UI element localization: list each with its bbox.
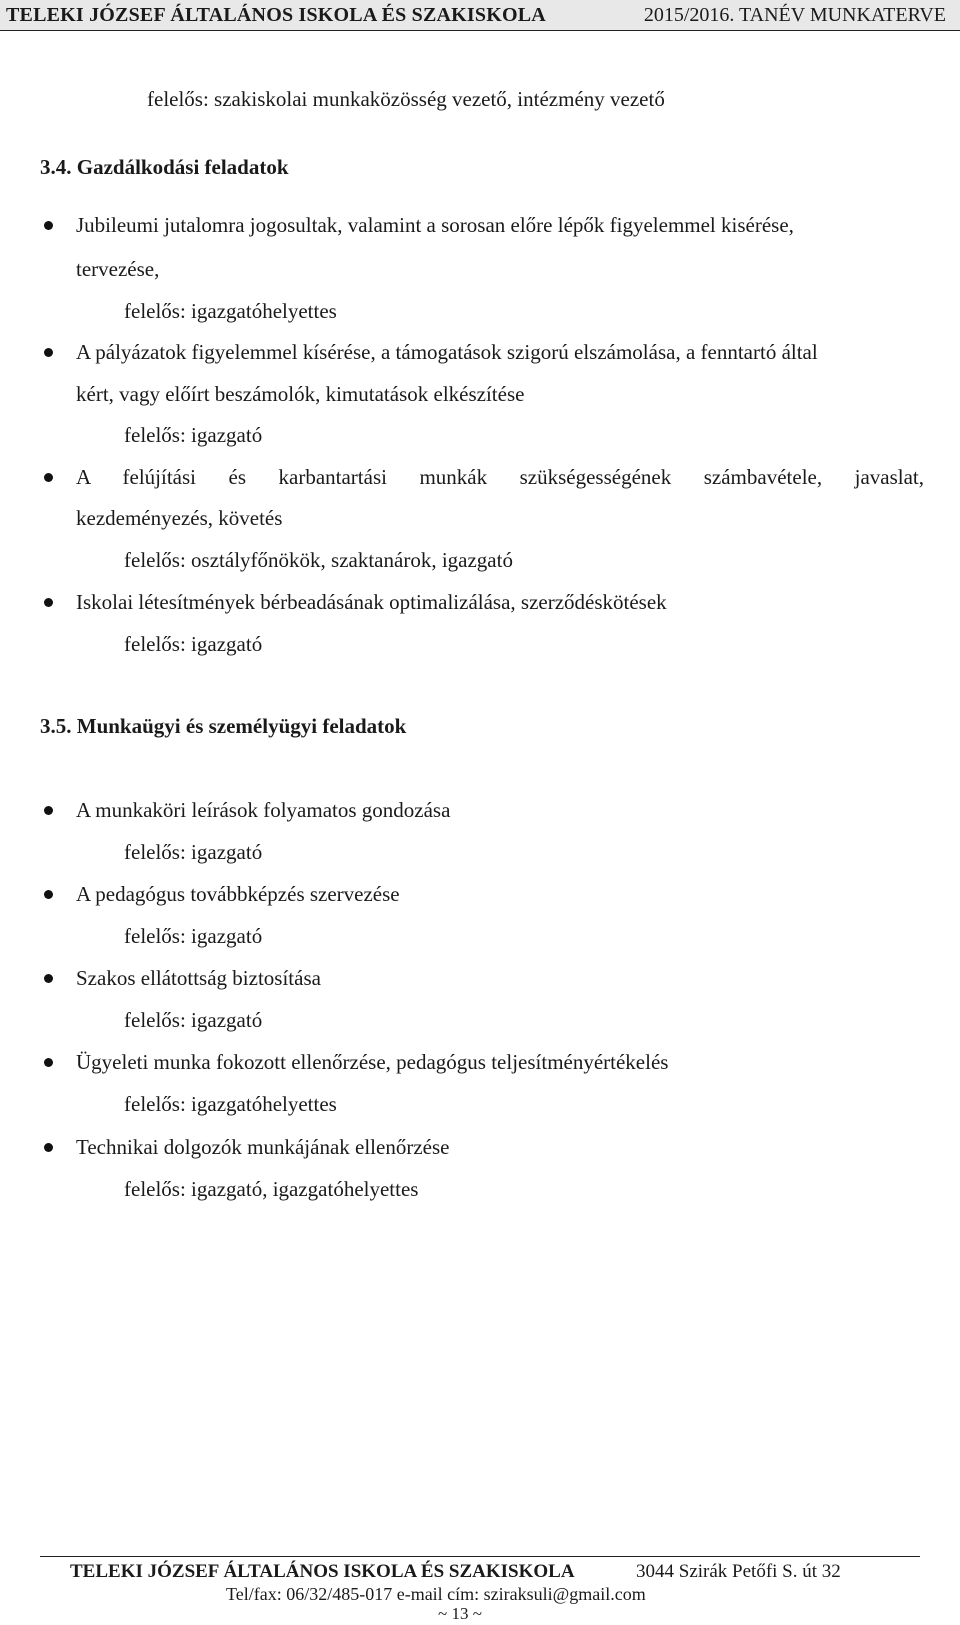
page-number: ~ 13 ~ <box>438 1604 482 1623</box>
header-year-plan: 2015/2016. TANÉV MUNKATERVE <box>643 4 946 26</box>
list-item-line: Technikai dolgozók munkájának ellenőrzése <box>76 1135 450 1159</box>
list-item-line: A pedagógus továbbképzés szervezése <box>76 882 400 906</box>
section-title-3-5: 3.5. Munkaügyi és személyügyi feladatok <box>40 714 407 738</box>
bullet-icon <box>44 221 53 230</box>
responsible-line: felelős: osztályfőnökök, szaktanárok, igazgató <box>124 548 513 572</box>
footer-contact: Tel/fax: 06/32/485-017 e-mail cím: sziraksuli@gmail.com <box>226 1584 646 1604</box>
list-item-line: kért, vagy előírt beszámolók, kimutatások elkészítése <box>76 382 525 406</box>
responsible-line: felelős: igazgató, igazgatóhelyettes <box>124 1177 419 1201</box>
list-item-line: Ügyeleti munka fokozott ellenőrzése, pedagógus teljesítményértékelés <box>76 1050 669 1074</box>
bullet-icon <box>44 1058 53 1067</box>
header-school-name: TELEKI JÓZSEF ÁLTALÁNOS ISKOLA ÉS SZAKISKOLA <box>6 4 546 26</box>
responsible-line: felelős: igazgató <box>124 924 263 948</box>
list-item-line: Jubileumi jutalomra jogosultak, valamint a sorosan előre lépők figyelemmel kisérése, <box>76 213 794 237</box>
footer-school-name: TELEKI JÓZSEF ÁLTALÁNOS ISKOLA ÉS SZAKISKOLA <box>70 1561 575 1582</box>
responsible-line: felelős: igazgató <box>124 840 263 864</box>
list-item-line: A felújítási és karbantartási munkák szükségességének számbavétele, javaslat, <box>76 465 924 489</box>
responsible-line: felelős: igazgatóhelyettes <box>124 1092 337 1116</box>
list-item-line: A pályázatok figyelemmel kísérése, a támogatások szigorú elszámolása, a fenntartó által <box>76 340 818 364</box>
bullet-icon <box>44 348 53 357</box>
list-item-line: Iskolai létesítmények bérbeadásának optimalizálása, szerződéskötések <box>76 590 667 614</box>
responsible-line: felelős: igazgató <box>124 1008 263 1032</box>
bullet-icon <box>44 473 53 482</box>
responsible-line: felelős: igazgatóhelyettes <box>124 299 337 323</box>
bullet-icon <box>44 806 53 815</box>
bullet-icon <box>44 598 53 607</box>
responsible-line: felelős: igazgató <box>124 632 263 656</box>
bullet-icon <box>44 1143 53 1152</box>
section-title-3-4: 3.4. Gazdálkodási feladatok <box>40 155 289 179</box>
footer-address: 3044 Szirák Petőfi S. út 32 <box>636 1561 841 1582</box>
list-item-line: Szakos ellátottság biztosítása <box>76 966 321 990</box>
page-header <box>0 0 960 31</box>
footer-divider <box>40 1556 920 1557</box>
list-item-line: kezdeményezés, követés <box>76 506 283 530</box>
bullet-icon <box>44 890 53 899</box>
bullet-icon <box>44 974 53 983</box>
list-item-line: A munkaköri leírások folyamatos gondozása <box>76 798 451 822</box>
responsible-line: felelős: igazgató <box>124 423 263 447</box>
intro-responsible: felelős: szakiskolai munkaközösség vezető, intézmény vezető <box>147 87 665 111</box>
list-item-line: tervezése, <box>76 257 160 281</box>
